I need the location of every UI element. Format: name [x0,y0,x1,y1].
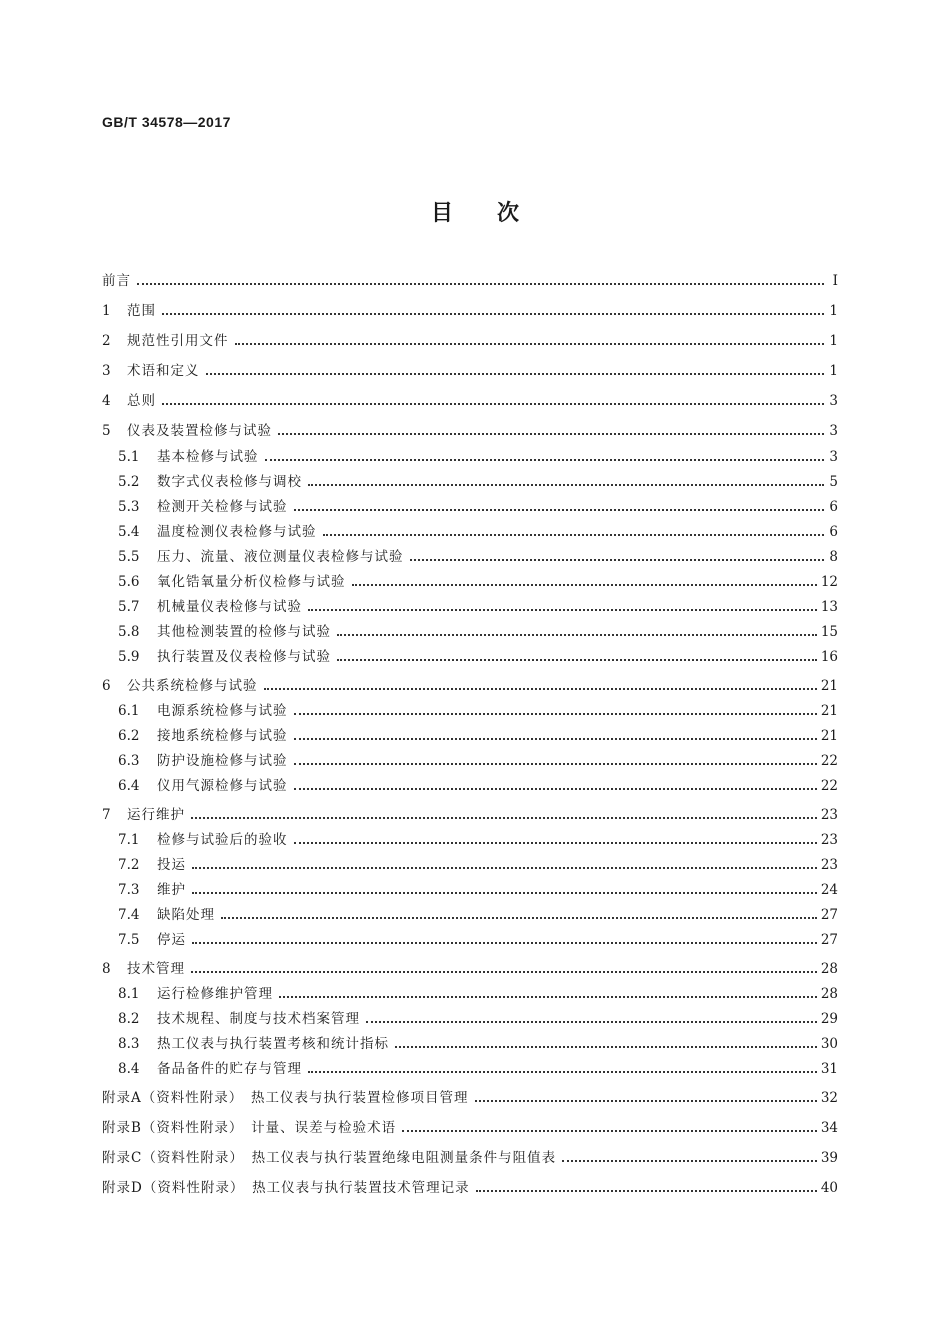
dot-leader [402,1130,817,1132]
dot-leader [206,373,825,375]
dot-leader [410,559,825,561]
toc-entry-page: 28 [820,961,838,977]
dot-leader [294,763,817,765]
toc-entry-label: 公共系统检修与试验 [127,678,258,694]
page-title: 目次 [430,201,563,226]
toc-entry-page: 24 [820,882,838,898]
dot-leader [264,688,817,690]
toc-entry-number: 7 [102,807,111,823]
toc-entry[interactable] [102,1008,838,1030]
toc-entry-number: 5.4 [118,524,140,540]
toc-entry-number: 5.2 [118,474,140,490]
toc-entry-page: 22 [820,753,838,769]
toc-entry-label: 前言 [102,273,131,289]
dot-leader [294,788,817,790]
toc-entry-label: 技术规程、制度与技术档案管理 [157,1011,360,1027]
dot-leader [191,817,817,819]
toc-entry[interactable] [102,879,838,901]
dot-leader [235,343,825,345]
toc-entry-number: 6.2 [118,728,140,744]
toc-entry-label: 电源系统检修与试验 [157,703,288,719]
toc-entry-number: 8.2 [118,1011,140,1027]
toc-entry[interactable] [102,983,838,1005]
toc-entry-label: 缺陷处理 [157,907,215,923]
toc-entry-label: 附录C（资料性附录） 热工仪表与执行装置绝缘电阻测量条件与阻值表 [102,1150,557,1166]
toc-entry-page: 32 [820,1090,838,1106]
dot-leader [476,1190,817,1192]
toc-entry-page: 27 [820,907,838,923]
dot-leader [366,1021,817,1023]
toc-entry-label: 检修与试验后的验收 [157,832,288,848]
toc-entry[interactable] [102,804,838,826]
toc-entry-label: 执行装置及仪表检修与试验 [157,649,331,665]
toc-entry-page: 3 [829,393,838,409]
toc-entry-page: 39 [820,1150,838,1166]
toc-entry[interactable] [102,1117,838,1139]
toc-entry[interactable] [102,420,838,442]
toc-entry-page: 13 [820,599,838,615]
toc-entry[interactable] [102,700,838,722]
toc-entry-label: 范围 [127,303,156,319]
dot-leader [137,283,824,285]
toc-entry[interactable] [102,904,838,926]
toc-entry[interactable] [102,958,838,980]
dot-leader [308,1071,817,1073]
toc-entry-label: 附录D（资料性附录） 热工仪表与执行装置技术管理记录 [102,1180,470,1196]
toc-entry-number: 3 [102,363,111,379]
dot-leader [308,609,817,611]
toc-entry-page: 22 [820,778,838,794]
dot-leader [221,917,817,919]
toc-entry[interactable] [102,1087,838,1109]
dot-leader [191,971,817,973]
toc-entry-number: 6 [102,678,111,694]
toc-entry-page: 8 [829,549,838,565]
toc-entry-number: 7.5 [118,932,140,948]
toc-entry-page: 6 [829,524,838,540]
toc-entry[interactable] [102,446,838,468]
toc-entry-label: 温度检测仪表检修与试验 [157,524,317,540]
toc-entry-number: 8.1 [118,986,140,1002]
toc-entry-number: 5.6 [118,574,140,590]
toc-entry-number: 8.3 [118,1036,140,1052]
toc-entry-number: 5.5 [118,549,140,565]
toc-entry[interactable] [102,360,838,382]
toc-entry[interactable] [102,725,838,747]
dot-leader [323,534,825,536]
toc-entry[interactable] [102,471,838,493]
toc-entry[interactable] [102,621,838,643]
toc-entry[interactable] [102,521,838,543]
toc-entry-label: 检测开关检修与试验 [157,499,288,515]
dot-leader [337,634,817,636]
toc-entry-label: 仪表及装置检修与试验 [127,423,272,439]
toc-entry-label: 其他检测装置的检修与试验 [157,624,331,640]
toc-entry-label: 机械量仪表检修与试验 [157,599,302,615]
toc-entry-page: 5 [829,474,838,490]
toc-entry-page: Ⅰ [832,273,838,289]
toc-entry[interactable] [102,854,838,876]
toc-entry-page: 15 [820,624,838,640]
toc-entry-label: 压力、流量、液位测量仪表检修与试验 [157,549,404,565]
toc-entry-page: 30 [820,1036,838,1052]
toc-entry-number: 6.4 [118,778,140,794]
toc-entry-page: 34 [820,1120,838,1136]
toc-entry-page: 16 [820,649,838,665]
toc-entry-page: 12 [820,574,838,590]
toc-entry-number: 6.3 [118,753,140,769]
toc-entry[interactable] [102,675,838,697]
toc-entry-label: 附录B（资料性附录） 计量、误差与检验术语 [102,1120,397,1136]
toc-entry-page: 28 [820,986,838,1002]
dot-leader [475,1100,817,1102]
toc-entry-page: 21 [820,728,838,744]
toc-entry-number: 4 [102,393,111,409]
toc-entry-label: 维护 [157,882,186,898]
toc-entry-page: 3 [829,449,838,465]
toc-entry-label: 运行维护 [127,807,185,823]
toc-entry[interactable] [102,546,838,568]
toc-entry-number: 7.4 [118,907,140,923]
toc-entry-label: 数字式仪表检修与调校 [157,474,302,490]
toc-entry-number: 1 [102,303,111,319]
toc-entry-number: 7.1 [118,832,140,848]
dot-leader [162,403,824,405]
toc-entry-label: 基本检修与试验 [157,449,259,465]
toc-entry-number: 5.9 [118,649,140,665]
toc-entry-number: 7.3 [118,882,140,898]
toc-entry[interactable] [102,1033,838,1055]
toc-entry-page: 23 [820,857,838,873]
toc-entry-label: 接地系统检修与试验 [157,728,288,744]
toc-entry-number: 5.1 [118,449,140,465]
dot-leader [308,484,824,486]
toc-entry[interactable] [102,1058,838,1080]
toc-entry-page: 31 [820,1061,838,1077]
toc-entry[interactable] [102,646,838,668]
dot-leader [265,459,825,461]
toc-entry-page: 3 [829,423,838,439]
toc-entry-page: 29 [820,1011,838,1027]
toc-entry-page: 1 [829,303,838,319]
dot-leader [294,509,825,511]
dot-leader [192,942,817,944]
toc-entry-label: 规范性引用文件 [127,333,229,349]
toc-entry-page: 40 [820,1180,838,1196]
dot-leader [278,433,824,435]
toc-entry-page: 23 [820,807,838,823]
toc-entry-label: 投运 [157,857,186,873]
toc-entry-number: 7.2 [118,857,140,873]
toc-entry-page: 6 [829,499,838,515]
toc-entry[interactable] [102,1177,838,1199]
toc-entry-label: 氧化锆氧量分析仪检修与试验 [157,574,346,590]
toc-entry-page: 23 [820,832,838,848]
dot-leader [294,738,817,740]
toc-entry-label: 总则 [127,393,156,409]
toc-entry[interactable] [102,596,838,618]
toc-entry-label: 备品备件的贮存与管理 [157,1061,302,1077]
dot-leader [192,867,817,869]
toc-entry-label: 停运 [157,932,186,948]
toc-entry-number: 8.4 [118,1061,140,1077]
toc-entry[interactable] [102,330,838,352]
dot-leader [395,1046,817,1048]
dot-leader [279,996,817,998]
toc-entry-label: 附录A（资料性附录） 热工仪表与执行装置检修项目管理 [102,1090,469,1106]
toc-entry[interactable] [102,571,838,593]
toc-entry-label: 运行检修维护管理 [157,986,273,1002]
toc-entry[interactable] [102,829,838,851]
toc-entry-number: 5.3 [118,499,140,515]
toc-entry-number: 5.8 [118,624,140,640]
dot-leader [562,1160,817,1162]
standard-code: GB/T 34578—2017 [102,114,231,130]
dot-leader [337,659,817,661]
toc-entry-number: 6.1 [118,703,140,719]
toc-entry-number: 2 [102,333,111,349]
toc-entry-page: 21 [820,703,838,719]
toc-entry[interactable] [102,390,838,412]
toc-entry-page: 1 [829,363,838,379]
toc-entry-page: 21 [820,678,838,694]
toc-entry-page: 1 [829,333,838,349]
toc-entry-page: 27 [820,932,838,948]
toc-entry[interactable] [102,775,838,797]
toc-entry[interactable] [102,929,838,951]
toc-entry[interactable] [102,750,838,772]
toc-entry-label: 热工仪表与执行装置考核和统计指标 [157,1036,389,1052]
toc-entry-label: 仪用气源检修与试验 [157,778,288,794]
toc-entry-label: 技术管理 [127,961,185,977]
dot-leader [192,892,817,894]
dot-leader [294,713,817,715]
toc-entry[interactable] [102,1147,838,1169]
toc-entry[interactable] [102,300,838,322]
toc-entry-number: 8 [102,961,111,977]
toc-entry-label: 术语和定义 [127,363,200,379]
dot-leader [352,584,817,586]
dot-leader [162,313,824,315]
toc-entry-number: 5.7 [118,599,140,615]
dot-leader [294,842,817,844]
toc-entry-label: 防护设施检修与试验 [157,753,288,769]
toc-entry[interactable] [102,270,838,292]
toc-entry-number: 5 [102,423,111,439]
toc-entry[interactable] [102,496,838,518]
